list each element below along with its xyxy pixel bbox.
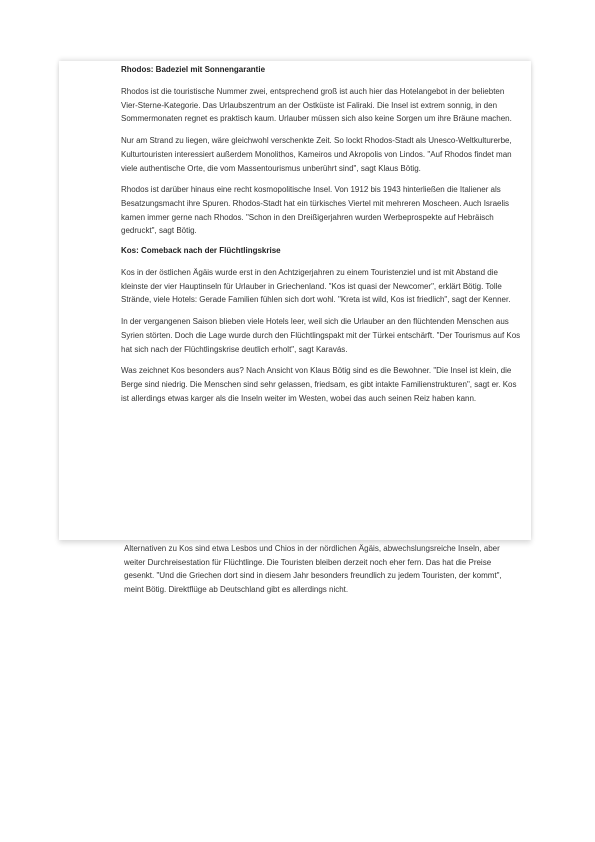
- paragraph-kos-1: Kos in der östlichen Ägäis wurde erst in den Achtzigerjahren zu einem Touristenziel und ist mit Abstand die kleinste der vier Hauptinseln für Urlauber in Griechenland. "Kos ist quasi der Newcomer", erklärt Bötig. Tolle Strände, viele Hotels: Gerade Familien fühlen sich dort wohl. "Kreta ist wild, Kos ist friedlich", sagt der Kenner.: [121, 268, 511, 305]
- paragraph-alternatives: Alternativen zu Kos sind etwa Lesbos und Chios in der nördlichen Ägäis, abwechslungsreiche Inseln, aber weiter Durchreisestation für Flüchtlinge. Die Touristen bleiben derzeit noch eher fern. Das hat die Preise gesenkt. "Und die Griechen dort sind in diesem Jahr besonders freundlich zu jedem Touristen, der kommt", meint Bötig. Direktflüge ab Deutschland gibt es allerdings nicht.: [124, 544, 502, 595]
- article-card: [59, 61, 531, 540]
- paragraph-kos-3: Was zeichnet Kos besonders aus? Nach Ansicht von Klaus Bötig sind es die Bewohner. "Die Insel ist klein, die Berge sind niedrig. Die Menschen sind sehr gelassen, friedsam, es gibt intakte Familienstrukturen", sagt er. Kos ist allerdings etwas karger als die Inseln weiter im Westen, wobei das auch seinen Reiz haben kann.: [121, 366, 517, 403]
- heading-kos: Kos: Comeback nach der Flüchtlingskrise: [121, 246, 281, 256]
- paragraph-rhodos-2: Nur am Strand zu liegen, wäre gleichwohl verschenkte Zeit. So lockt Rhodos-Stadt als Unesco-Weltkulturerbe, Kulturtouristen interessiert außerdem Monolithos, Kameiros und Akropolis von Lindos. "Auf Rhodos findet man viele authentische Orte, die vom Massentourismus unberührt sind", sagt Klaus Bötig.: [121, 136, 512, 173]
- paragraph-rhodos-3: Rhodos ist darüber hinaus eine recht kosmopolitische Insel. Von 1912 bis 1943 hinterließen die Italiener als Besatzungsmacht ihre Spuren. Rhodos-Stadt hat ein türkisches Viertel mit mehreren Moscheen. Auch Israelis kamen immer gerne nach Rhodos. "Schon in den Dreißigerjahren wurden Werbeprospekte auf Hebräisch gedruckt", sagt Bötig.: [121, 185, 510, 236]
- heading-rhodos: Rhodos: Badeziel mit Sonnengarantie: [121, 65, 266, 74]
- article-continuation: [124, 542, 520, 597]
- paragraph-kos-2: In der vergangenen Saison blieben viele Hotels leer, weil sich die Urlauber an den flüchtenden Menschen aus Syrien störten. Doch die Lage wurde durch den Flüchtlingspakt mit der Türkei entschärft. "Der Tourismus auf Kos hat sich nach der Flüchtlingskrise deutlich erholt", sagt Karavás.: [121, 317, 521, 354]
- article-card-content: [121, 65, 521, 413]
- paragraph-rhodos-1: Rhodos ist die touristische Nummer zwei, entsprechend groß ist auch hier das Hotelangebot in der beliebten Vier-Sterne-Kategorie. Das Urlaubszentrum an der Ostküste ist Faliraki. Die Insel ist extrem sonnig, in den Sommermonaten regnet es praktisch kaum. Urlauber müssen sich also keine Sorgen um ihre Bräune machen.: [121, 87, 512, 124]
